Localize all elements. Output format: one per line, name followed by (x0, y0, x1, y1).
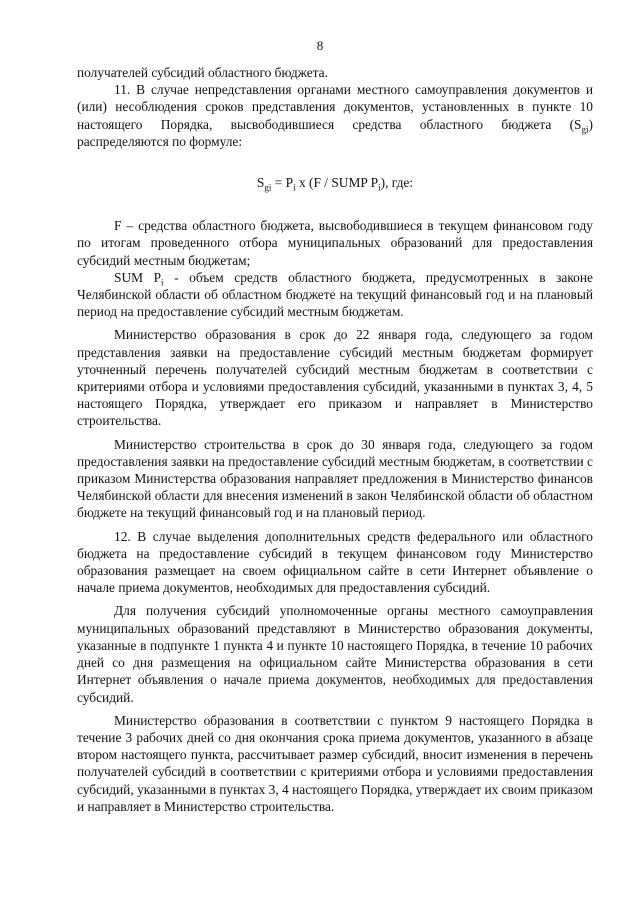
paragraph-ministry-education: Министерство образования в срок до 22 января года, следующего за годом представления заявки на предоставление субсидий местным бюджетам формирует уточненный перечень получателей субсидий местным бюджетам в соответствии с критериями отбора и условиями предоставления субсидий, указанными в пунктах 3, 4, 5 настоящего Порядка, утверждает его приказом и направляет в Министерство строительства. (77, 327, 593, 429)
paragraph-f-definition: F – средства областного бюджета, высвободившиеся в текущем финансовом году по итогам проведенного отбора муниципальных образований для предоставления субсидий местным бюджетам; (77, 218, 593, 268)
document-body (77, 64, 593, 815)
paragraph-documents-submission: Для получения субсидий уполномоченные органы местного самоуправления муниципальных образований представляют в Министерство образования документы, указанные в подпункте 1 пункта 4 и пункте 10 настоящего Порядка, в течение 10 рабочих дней со дня размещения на официальном сайте Министерства образования в сети Интернет объявления о начале приема документов, необходимых для предоставления субсидий. (77, 603, 593, 705)
paragraph-item-12: 12. В случае выделения дополнительных средств федерального или областного бюджета на предоставление субсидий в текущем финансовом году Министерство образования размещает на своем официальном сайте в сети Интернет объявление о начале приема документов, необходимых для предоставления субсидий. (77, 528, 593, 596)
paragraph-continuation: получателей субсидий областного бюджета. (77, 65, 328, 80)
page-number: 8 (316, 38, 324, 53)
paragraph-item-11: 11. В случае непредставления органами местного самоуправления документов и (или) несоблюдения сроков представления документов, установленных в пункте 10 настоящего Порядка, высвободившиеся средства областного бюджета $(S_{gi})$ распределяются по формуле: (77, 82, 593, 149)
paragraph-sum-definition: SUM $P_i$ - объем средств областного бюджета, предусмотренных в законе Челябинской области об областном бюджете на текущий финансовый год и на плановый период на предоставление субсидий местным бюджетам. (77, 269, 593, 320)
paragraph-subsidy-calculation: Министерство образования в соответствии с пунктом 9 настоящего Порядка в течение 3 рабочих дней со дня окончания срока приема документов, указанного в абзаце втором настоящего пункта, рассчитывает размер субсидий, вносит изменения в перечень получателей субсидий в соответствии с критериями отбора и условиями предоставления субсидий, указанными в пунктах 3, 4 настоящего Порядка, утверждает их своим приказом и направляет в Министерство строительства. (77, 712, 593, 814)
formula: $S_{gi} = P_i$ x (F / SUMP $P_i$), где: (256, 175, 414, 193)
paragraph-ministry-construction: Министерство строительства в срок до 30 января года, следующего за годом предоставления заявки на предоставление субсидий местным бюджетам, в соответствии с приказом Министерства образования направляет предложения в Министерство финансов Челябинской области для внесения изменений в закон Челябинской области об областном бюджете на текущий финансовый год и на плановый период. (77, 436, 593, 521)
